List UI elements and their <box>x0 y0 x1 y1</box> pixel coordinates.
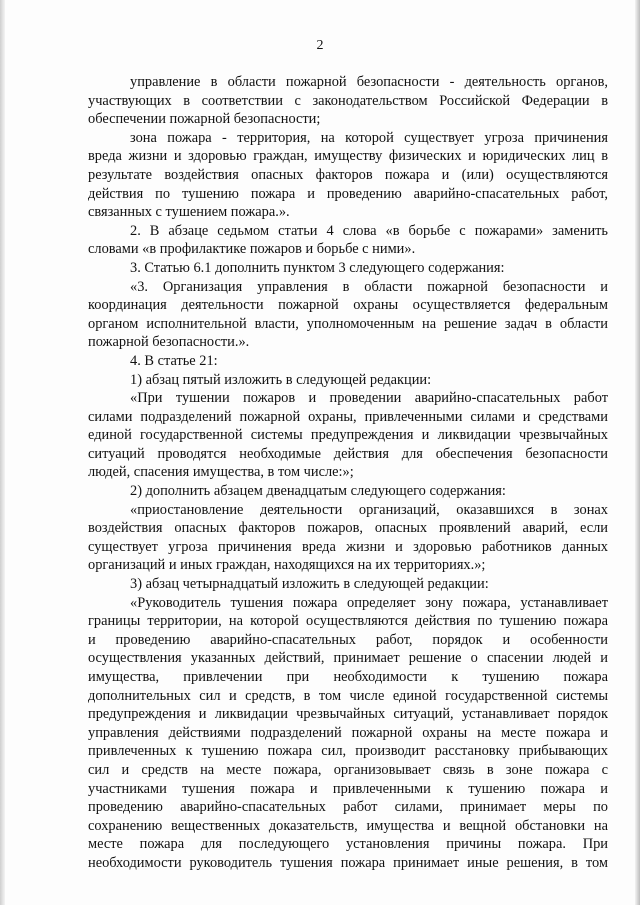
text-line: обеспечении пожарной безопасности; <box>88 111 321 128</box>
text-line: зона пожара - территория, на которой существует угроза причинения <box>130 129 608 146</box>
text-line: 2. В абзаце седьмом статьи 4 слова «в борьбе с пожарами» заменить <box>130 222 608 239</box>
text-line: управления действиями подразделений пожарной охраны на месте пожара и <box>88 724 608 741</box>
document-body <box>88 73 608 873</box>
text-line: «приостановление деятельности организаций, оказавшихся в зонах <box>130 501 608 518</box>
text-line: вреда жизни и здоровью граждан, имуществу физических и юридических лиц в <box>88 148 608 165</box>
text-line: словами «в профилактике пожаров и борьбе с ними». <box>88 241 416 258</box>
text-line: участниками тушения пожара и привлеченными к тушению пожара и <box>88 780 608 797</box>
text-line: проведению аварийно-спасательных работ силами, принимает меры по <box>88 799 608 816</box>
text-line: месте пожара для последующего установления причины пожара. При <box>88 836 608 853</box>
text-line: 2) дополнить абзацем двенадцатым следующего содержания: <box>130 483 506 500</box>
text-line: предупреждения и ликвидации чрезвычайных ситуаций, устанавливает порядок <box>88 706 608 723</box>
text-line: управление в области пожарной безопасности - деятельность органов, <box>130 74 608 90</box>
text-line: 4. В статье 21: <box>130 352 218 369</box>
text-line: сохранению вещественных доказательств, имущества и вещной обстановки на <box>88 817 608 834</box>
text-line: организаций и иных граждан, находящихся на их территориях.»; <box>88 557 486 574</box>
text-line: единой государственной системы предупреждения и ликвидации чрезвычайных <box>88 427 608 444</box>
text-line: 3) абзац четырнадцатый изложить в следующей редакции: <box>130 576 489 593</box>
text-line: людей, спасения имущества, в том числе:»; <box>88 464 354 481</box>
text-line: 1) абзац пятый изложить в следующей редакции: <box>130 371 432 388</box>
page-number: 2 <box>316 38 324 53</box>
text-line: «3. Организация управления в области пожарной безопасности и <box>130 278 608 295</box>
text-line: сил и средств на месте пожара, организовывает связь в зоне пожара с <box>88 761 608 778</box>
text-line: участвующих в соответствии с законодательством Российской Федерации в <box>88 92 608 109</box>
text-line: воздействия опасных факторов пожаров, опасных проявлений аварий, если <box>88 520 608 537</box>
text-line: границы территории, на которой осуществляются действия по тушению пожара <box>88 613 608 630</box>
text-line: координация деятельности пожарной охраны осуществляется федеральным <box>88 297 608 314</box>
text-line: действия по тушению пожара и проведению аварийно-спасательных работ, <box>88 185 608 202</box>
text-line: и проведению аварийно-спасательных работ, порядок и особенности <box>88 631 608 648</box>
scan-edge-left <box>0 0 5 905</box>
text-line: результате воздействия опасных факторов пожара и (или) осуществляются <box>88 166 608 183</box>
text-line: ситуаций проводятся необходимые действия для обеспечения безопасности <box>88 445 608 462</box>
text-line: необходимости руководитель тушения пожара принимает иные решения, в том <box>88 854 608 871</box>
text-line: привлеченных к тушению пожара сил, производит расстановку прибывающих <box>88 743 608 760</box>
text-line: органом исполнительной власти, уполномоченным на решение задач в области <box>88 315 608 332</box>
text-line: силами подразделений пожарной охраны, привлеченными силами и средствами <box>88 408 608 425</box>
text-line: «Руководитель тушения пожара определяет зону пожара, устанавливает <box>130 594 608 611</box>
text-line: дополнительных сил и средств, в том числе единой государственной системы <box>88 687 608 704</box>
text-line: существует угроза причинения вреда жизни и здоровью работников данных <box>88 538 608 555</box>
text-line: «При тушении пожаров и проведении аварийно-спасательных работ <box>130 390 608 407</box>
scan-edge-right <box>635 0 640 905</box>
text-line: пожарной безопасности.». <box>88 334 250 351</box>
text-line: осуществления указанных действий, принимает решение о спасении людей и <box>88 650 608 667</box>
text-line: 3. Статью 6.1 дополнить пунктом 3 следующего содержания: <box>130 259 505 276</box>
text-line: имущества, привлечении при необходимости к тушению пожара <box>88 669 608 685</box>
text-line: связанных с тушением пожара.». <box>88 204 290 221</box>
